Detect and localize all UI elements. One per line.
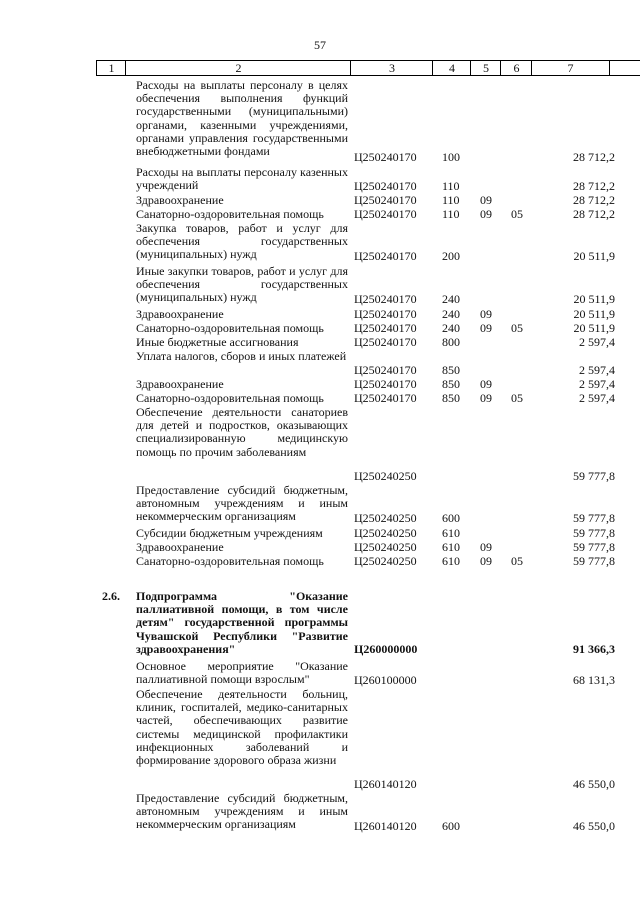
row-vr: 110 xyxy=(442,193,460,207)
row-sum: 59 777,8 xyxy=(573,469,615,483)
row-name: Закупка товаров, работ и услуг для обеспечения государственных (муниципальных) нужд xyxy=(136,221,348,262)
row-vr: 850 xyxy=(442,363,460,377)
row-name: Обеспечение деятельности санаториев для детей и подростков, оказывающих специализированную медицинскую помощь по прочим заболеваниям xyxy=(136,405,348,459)
row-code: Ц260100000 xyxy=(354,673,417,687)
row-name: Подпрограмма "Оказание паллиативной помощи, в том числе детям" государственной программы Чувашской Республики "Развитие здравоохранения" xyxy=(136,589,348,656)
header-col-6: 6 xyxy=(500,61,532,75)
row-vr: 610 xyxy=(442,526,460,540)
row-code: Ц250240170 xyxy=(354,335,417,349)
row-vr: 800 xyxy=(442,335,460,349)
row-rz: 09 xyxy=(480,193,492,207)
row-rz: 09 xyxy=(480,540,492,554)
row-sum: 28 712,2 xyxy=(573,193,615,207)
row-sum: 20 511,9 xyxy=(573,249,615,263)
row-name: Здравоохранение xyxy=(136,193,224,207)
row-code: Ц250240170 xyxy=(354,179,417,193)
row-code: Ц260000000 xyxy=(354,642,418,656)
row-name: Здравоохранение xyxy=(136,377,224,391)
row-name: Здравоохранение xyxy=(136,307,224,321)
row-name: Обеспечение деятельности больниц, клиник, госпиталей, медико-санитарных частей, обеспечивающих развитие системы медицинской профилактики инфекционных заболеваний и формирование здорового образа жизни xyxy=(136,687,348,768)
header-col-2: 2 xyxy=(125,61,351,75)
row-rz: 09 xyxy=(480,207,492,221)
row-name: Санаторно-оздоровительная помощь xyxy=(136,554,324,568)
row-name: Субсидии бюджетным учреждениям xyxy=(136,526,323,540)
row-code: Ц250240250 xyxy=(354,540,417,554)
row-vr: 610 xyxy=(442,554,460,568)
row-code: Ц250240250 xyxy=(354,526,417,540)
row-code: Ц260140120 xyxy=(354,819,417,833)
row-code: Ц250240170 xyxy=(354,307,417,321)
row-number: 2.6. xyxy=(102,589,120,603)
row-code: Ц250240250 xyxy=(354,511,417,525)
table-header xyxy=(96,60,640,76)
header-col-1: 1 xyxy=(96,61,126,75)
row-sum: 20 511,9 xyxy=(573,321,615,335)
row-rz: 09 xyxy=(480,321,492,335)
page-number: 57 xyxy=(314,38,326,52)
row-code: Ц250240170 xyxy=(354,150,417,164)
row-name: Основное мероприятие "Оказание паллиативной помощи взрослым" xyxy=(136,659,348,687)
header-col-5: 5 xyxy=(470,61,501,75)
row-name: Иные закупки товаров, работ и услуг для обеспечения государственных (муниципальных) нужд xyxy=(136,264,348,305)
row-rz: 09 xyxy=(480,391,492,405)
row-code: Ц250240170 xyxy=(354,363,417,377)
row-sum: 2 597,4 xyxy=(579,335,615,349)
row-name: Иные бюджетные ассигнования xyxy=(136,335,299,349)
row-sum: 59 777,8 xyxy=(573,526,615,540)
row-sum: 59 777,8 xyxy=(573,540,615,554)
row-code: Ц250240170 xyxy=(354,391,417,405)
row-sum: 59 777,8 xyxy=(573,554,615,568)
row-vr: 610 xyxy=(442,540,460,554)
row-code: Ц250240170 xyxy=(354,249,417,263)
row-code: Ц250240250 xyxy=(354,469,417,483)
row-sum: 2 597,4 xyxy=(579,377,615,391)
row-name: Расходы на выплаты персоналу казенных учреждений xyxy=(136,165,348,193)
row-name: Санаторно-оздоровительная помощь xyxy=(136,207,324,221)
row-pr: 05 xyxy=(511,391,523,405)
row-sum: 28 712,2 xyxy=(573,207,615,221)
row-name: Здравоохранение xyxy=(136,540,224,554)
row-vr: 850 xyxy=(442,377,460,391)
row-vr: 100 xyxy=(442,150,460,164)
row-vr: 110 xyxy=(442,207,460,221)
row-vr: 240 xyxy=(442,292,460,306)
row-vr: 850 xyxy=(442,391,460,405)
row-name: Предоставление субсидий бюджетным, автономным учреждениям и иным некоммерческим организациям xyxy=(136,483,348,524)
row-sum: 20 511,9 xyxy=(573,292,615,306)
row-rz: 09 xyxy=(480,554,492,568)
header-col-7: 7 xyxy=(531,61,610,75)
row-sum: 28 712,2 xyxy=(573,179,615,193)
header-col-3: 3 xyxy=(350,61,433,75)
row-sum: 20 511,9 xyxy=(573,307,615,321)
row-code: Ц250240170 xyxy=(354,377,417,391)
row-sum: 46 550,0 xyxy=(573,777,615,791)
row-sum: 46 550,0 xyxy=(573,819,615,833)
row-rz: 09 xyxy=(480,307,492,321)
row-sum: 68 131,3 xyxy=(573,673,615,687)
row-code: Ц250240170 xyxy=(354,292,417,306)
row-name: Санаторно-оздоровительная помощь xyxy=(136,321,324,335)
row-sum: 91 366,3 xyxy=(573,642,615,656)
row-pr: 05 xyxy=(511,321,523,335)
row-vr: 240 xyxy=(442,321,460,335)
row-code: Ц250240170 xyxy=(354,321,417,335)
row-pr: 05 xyxy=(511,207,523,221)
row-sum: 28 712,2 xyxy=(573,150,615,164)
header-col-4: 4 xyxy=(432,61,471,75)
row-code: Ц250240170 xyxy=(354,193,417,207)
row-name: Предоставление субсидий бюджетным, автономным учреждениям и иным некоммерческим организациям xyxy=(136,791,348,832)
row-vr: 200 xyxy=(442,249,460,263)
row-name: Расходы на выплаты персоналу в целях обеспечения выполнения функций государственными (муниципальными) органами, казенными учреждениями, органами управления государственными внебюджетными фондами xyxy=(136,78,348,159)
row-code: Ц250240170 xyxy=(354,207,417,221)
row-name: Санаторно-оздоровительная помощь xyxy=(136,391,324,405)
row-sum: 2 597,4 xyxy=(579,391,615,405)
row-code: Ц260140120 xyxy=(354,777,417,791)
row-name: Уплата налогов, сборов и иных платежей xyxy=(136,349,347,363)
row-vr: 240 xyxy=(442,307,460,321)
row-rz: 09 xyxy=(480,377,492,391)
row-sum: 59 777,8 xyxy=(573,511,615,525)
row-vr: 600 xyxy=(442,819,460,833)
row-sum: 2 597,4 xyxy=(579,363,615,377)
row-vr: 110 xyxy=(442,179,460,193)
row-code: Ц250240250 xyxy=(354,554,417,568)
row-pr: 05 xyxy=(511,554,523,568)
row-vr: 600 xyxy=(442,511,460,525)
